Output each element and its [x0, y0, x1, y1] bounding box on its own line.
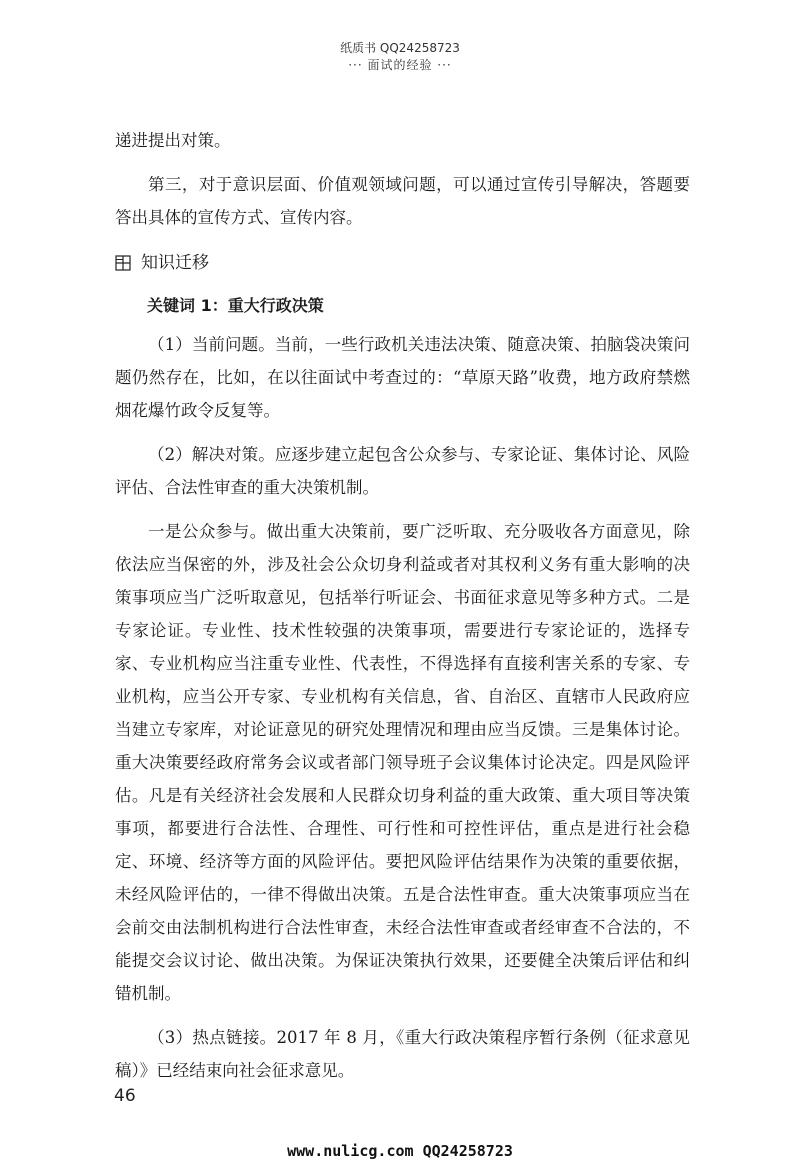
paragraph-continued: 递进提出对策。 — [115, 131, 231, 150]
page-header — [0, 40, 800, 74]
paragraph-hot-link: （3）热点链接。2017 年 8 月，《重大行政决策程序暂行条例（征求意见稿）》已经结束向社会征求意见。 — [115, 1028, 690, 1080]
header-watermark: 纸质书 QQ24258723 — [340, 41, 460, 55]
paragraph-solution: （2）解决对策。应逐步建立起包含公众参与、专家论证、集体讨论、风险评估、合法性审查的重大决策机制。 — [115, 445, 690, 497]
section-heading — [115, 248, 690, 278]
grid-box-icon — [115, 255, 131, 271]
running-title: ··· 面试的经验 ··· — [348, 58, 452, 72]
page-body — [115, 124, 690, 1098]
paragraph-current-problem: （1）当前问题。当前，一些行政机关违法决策、随意决策、拍脑袋决策问题仍然存在，比如，在以往面试中考查过的：“草原天路”收费，地方政府禁燃烟花爆竹政令反复等。 — [115, 335, 690, 420]
paragraph-mechanism-detail: 一是公众参与。做出重大决策前，要广泛听取、充分吸收各方面意见，除依法应当保密的外，涉及社会公众切身利益或者对其权利义务有重大影响的决策事项应当广泛听取意见，包括举行听证会、书面征求意见等多种方式。二是专家论证。专业性、技术性较强的决策事项，需要进行专家论证的，选择专家、专业机构应当注重专业性、代表性，不得选择有直接利害关系的专家、专业机构，应当公开专家、专业机构有关信息，省、自治区、直辖市人民政府应当建立专家库，对论证意见的研究处理情况和理由应当反馈。三是集体讨论。重大决策要经政府常务会议或者部门领导班子会议集体讨论决定。四是风险评估。凡是有关经济社会发展和人民群众切身利益的重大政策、重大项目等决策事项，都要进行合法性、合理性、可行性和可控性评估，重点是进行社会稳定、环境、经济等方面的风险评估。要把风险评估结果作为决策的重要依据，未经风险评估的，一律不得做出决策。五是合法性审查。重大决策事项应当在会前交由法制机构进行合法性审查，未经合法性审查或者经审查不合法的，不能提交会议讨论、做出决策。为保证决策执行效果，还要健全决策后评估和纠错机制。 — [115, 522, 690, 1003]
keyword-heading: 关键词 1：重大行政决策 — [147, 296, 324, 315]
page-footer: www.nulicg.com QQ24258723 — [287, 1142, 513, 1160]
paragraph-third-point: 第三，对于意识层面、价值观领域问题，可以通过宣传引导解决，答题要答出具体的宣传方式、宣传内容。 — [115, 175, 690, 227]
page-number: 46 — [114, 1086, 136, 1106]
section-title: 知识迁移 — [141, 253, 209, 273]
